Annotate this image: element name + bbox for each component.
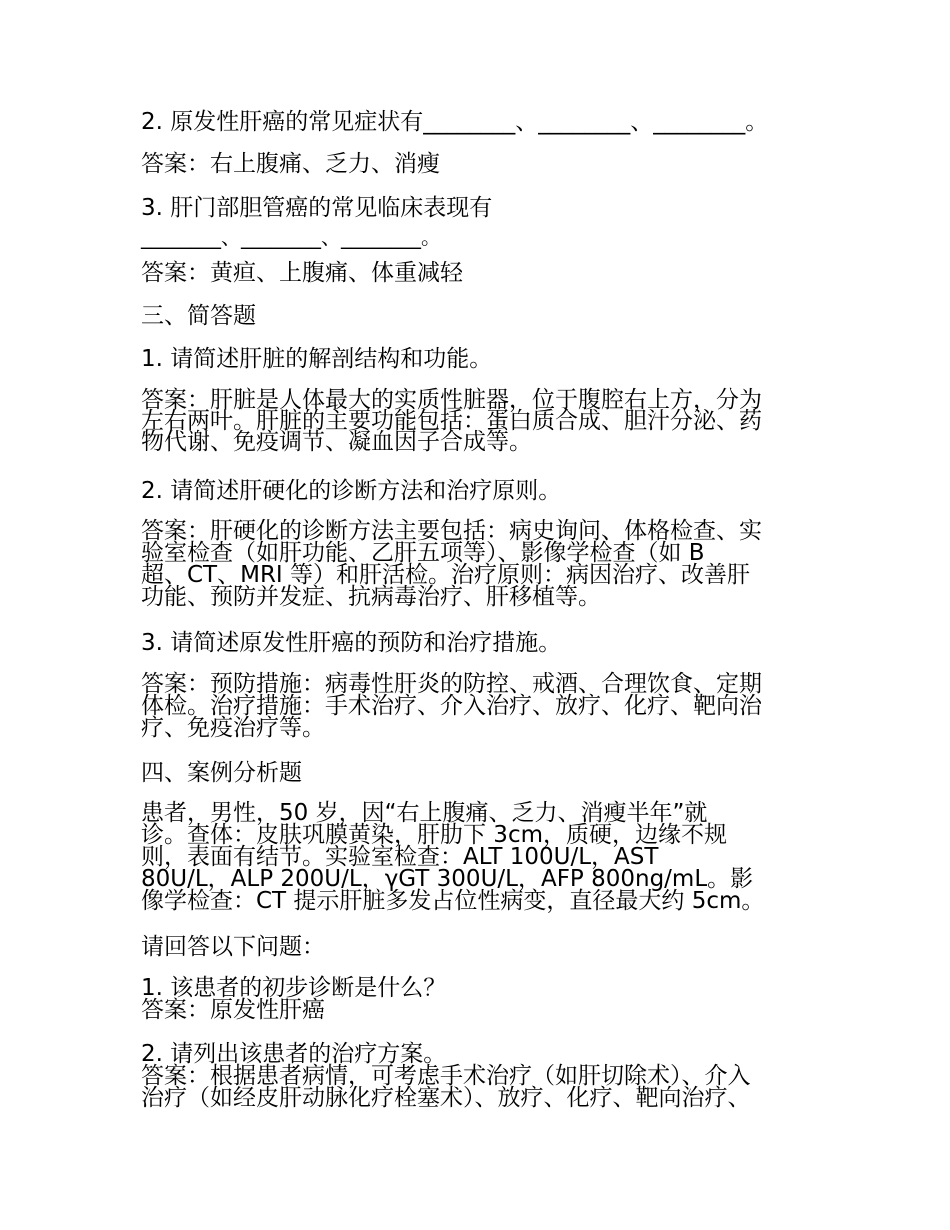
case-answer-2-line1: 答案：根据患者病情，可考虑手术治疗（如肝切除术）、介入 (141, 1063, 751, 1089)
case-question-1: 1. 该患者的初步诊断是什么？ (141, 975, 447, 1001)
answer-line: 疗、免疫治疗等。 (141, 715, 325, 741)
question-fill-2: 2. 原发性肝癌的常见症状有________、________、________。 (141, 109, 769, 135)
answer-fill-2: 答案：右上腹痛、乏力、消瘦 (141, 151, 440, 177)
short-question-1: 1. 请简述肝脏的解剖结构和功能。 (141, 346, 493, 372)
question-fill-3-line2: ________、________、________。 (141, 225, 441, 249)
case-line: 患者，男性，50 岁，因“右上腹痛、乏力、消瘦半年”就 (141, 800, 708, 826)
short-question-3: 3. 请简述原发性肝癌的预防和治疗措施。 (141, 630, 562, 656)
answer-line: 左右两叶。肝脏的主要功能包括：蛋白质合成、胆汁分泌、药 (141, 408, 762, 434)
section-title-case-analysis: 四、案例分析题 (141, 760, 302, 786)
answer-line: 验室检查（如肝功能、乙肝五项等）、影像学检查（如 B (141, 540, 705, 566)
answer-line: 物代谢、免疫调节、凝血因子合成等。 (141, 429, 532, 455)
answer-line: 体检。治疗措施：手术治疗、介入治疗、放疗、化疗、靶向治 (141, 693, 762, 719)
answer-line: 答案：预防措施：病毒性肝炎的防控、戒酒、合理饮食、定期 (141, 671, 762, 697)
case-answer-2-line2: 治疗（如经皮肝动脉化疗栓塞术）、放疗、化疗、靶向治疗、 (141, 1085, 751, 1111)
case-prompt: 请回答以下问题： (141, 934, 325, 960)
section-title-short-answer: 三、简答题 (141, 303, 256, 329)
case-line: 像学检查：CT 提示肝脏多发占位性病变，直径最大约 5cm。 (141, 888, 765, 914)
question-fill-3-line1: 3. 肝门部胆管癌的常见临床表现有 (141, 195, 493, 221)
answer-fill-3: 答案：黄疸、上腹痛、体重减轻 (141, 260, 463, 286)
answer-line: 答案：肝脏是人体最大的实质性脏器，位于腹腔右上方，分为 (141, 387, 762, 413)
case-line: 80U/L，ALP 200U/L，γGT 300U/L，AFP 800ng/mL。影 (141, 866, 754, 892)
answer-line: 功能、预防并发症、抗病毒治疗、肝移植等。 (141, 584, 601, 610)
case-question-2: 2. 请列出该患者的治疗方案。 (141, 1041, 447, 1067)
case-line: 诊。查体：皮肤巩膜黄染，肝肋下 3cm，质硬，边缘不规 (141, 822, 727, 848)
case-line: 则，表面有结节。实验室检查：ALT 100U/L，AST (141, 844, 659, 870)
short-question-2: 2. 请简述肝硬化的诊断方法和治疗原则。 (141, 478, 562, 504)
case-answer-1: 答案：原发性肝癌 (141, 997, 325, 1023)
answer-line: 超、CT、MRI 等）和肝活检。治疗原则：病因治疗、改善肝 (141, 562, 751, 588)
answer-line: 答案：肝硬化的诊断方法主要包括：病史询问、体格检查、实 (141, 518, 762, 544)
